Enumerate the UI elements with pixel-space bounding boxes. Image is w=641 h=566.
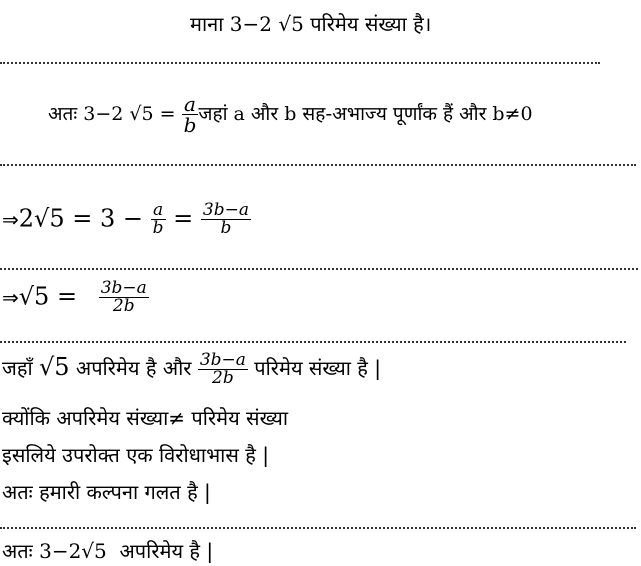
variable-a: a [233, 103, 245, 125]
assume-word: माना [190, 12, 224, 36]
equation-lhs: √5 = [18, 282, 78, 311]
condition-b-not-zero: b≠0 [492, 103, 533, 125]
fraction-denominator: 2b [212, 368, 234, 388]
fraction-denominator: 2b [112, 296, 135, 316]
fraction-3b-minus-a-over-2b [99, 280, 149, 315]
fraction-numerator: 3b−a [199, 350, 246, 370]
sqrt5: √5 [39, 353, 70, 381]
equation-step-1 [2, 202, 251, 237]
equation-step-2 [2, 280, 149, 315]
fraction-a-over-b [182, 94, 199, 135]
implies-arrow: ⇒ [2, 285, 19, 310]
implies-arrow: ⇒ [2, 207, 19, 232]
statement-rational-form [48, 94, 533, 135]
fraction-3b-minus-a-over-2b [198, 352, 248, 387]
fraction-3b-minus-a-over-b [201, 202, 251, 237]
rational-number-text: परिमेय संख्या है | [254, 356, 381, 380]
expression-3-minus-2root5: 3−2 √5 [229, 12, 304, 36]
hence-word: अतः [2, 539, 33, 563]
fraction-a-over-b [151, 202, 166, 237]
separator-5 [0, 527, 636, 529]
statement-contradiction: इसलिये उपरोक्त एक विरोधाभास है | [2, 443, 269, 467]
hence-word: अतः [48, 103, 78, 125]
where-word: जहाँ [2, 356, 33, 380]
variable-b: b [284, 103, 297, 125]
separator-3 [0, 268, 638, 270]
fraction-denominator: b [183, 113, 197, 137]
expression-lhs: 3−2 √5 = [83, 103, 176, 125]
where-word: जहां [198, 103, 228, 125]
expression-3-minus-2root5: 3−2√5 [39, 539, 107, 563]
statement-because: क्योंकि अपरिमेय संख्या≠ परिमेय संख्या [2, 406, 289, 430]
equation-lhs: 2√5 = 3 − [18, 204, 143, 233]
fraction-denominator: b [220, 218, 232, 238]
fraction-numerator: 3b−a [100, 278, 147, 298]
coprime-text: सह-अभाज्य पूर्णांक हैं और [302, 103, 487, 125]
separator-4 [0, 341, 626, 343]
fraction-numerator: 3b−a [202, 200, 249, 220]
statement-contrast [2, 352, 381, 387]
irrational-and-text: अपरिमेय है और [75, 356, 192, 380]
statement-assumption [190, 14, 431, 34]
statement-assumption-false: अतः हमारी कल्पना गलत है | [2, 480, 211, 504]
fraction-denominator: b [152, 218, 164, 238]
irrational-text: अपरिमेय है | [119, 539, 214, 563]
separator-2 [0, 164, 636, 166]
statement-conclusion [2, 541, 213, 561]
fraction-numerator: a [151, 202, 166, 220]
assume-end: परिमेय संख्या है। [310, 12, 432, 36]
and-word: और [250, 103, 279, 125]
separator-1 [0, 62, 600, 64]
fraction-numerator: a [182, 94, 199, 115]
equals-sign: = [173, 204, 194, 233]
